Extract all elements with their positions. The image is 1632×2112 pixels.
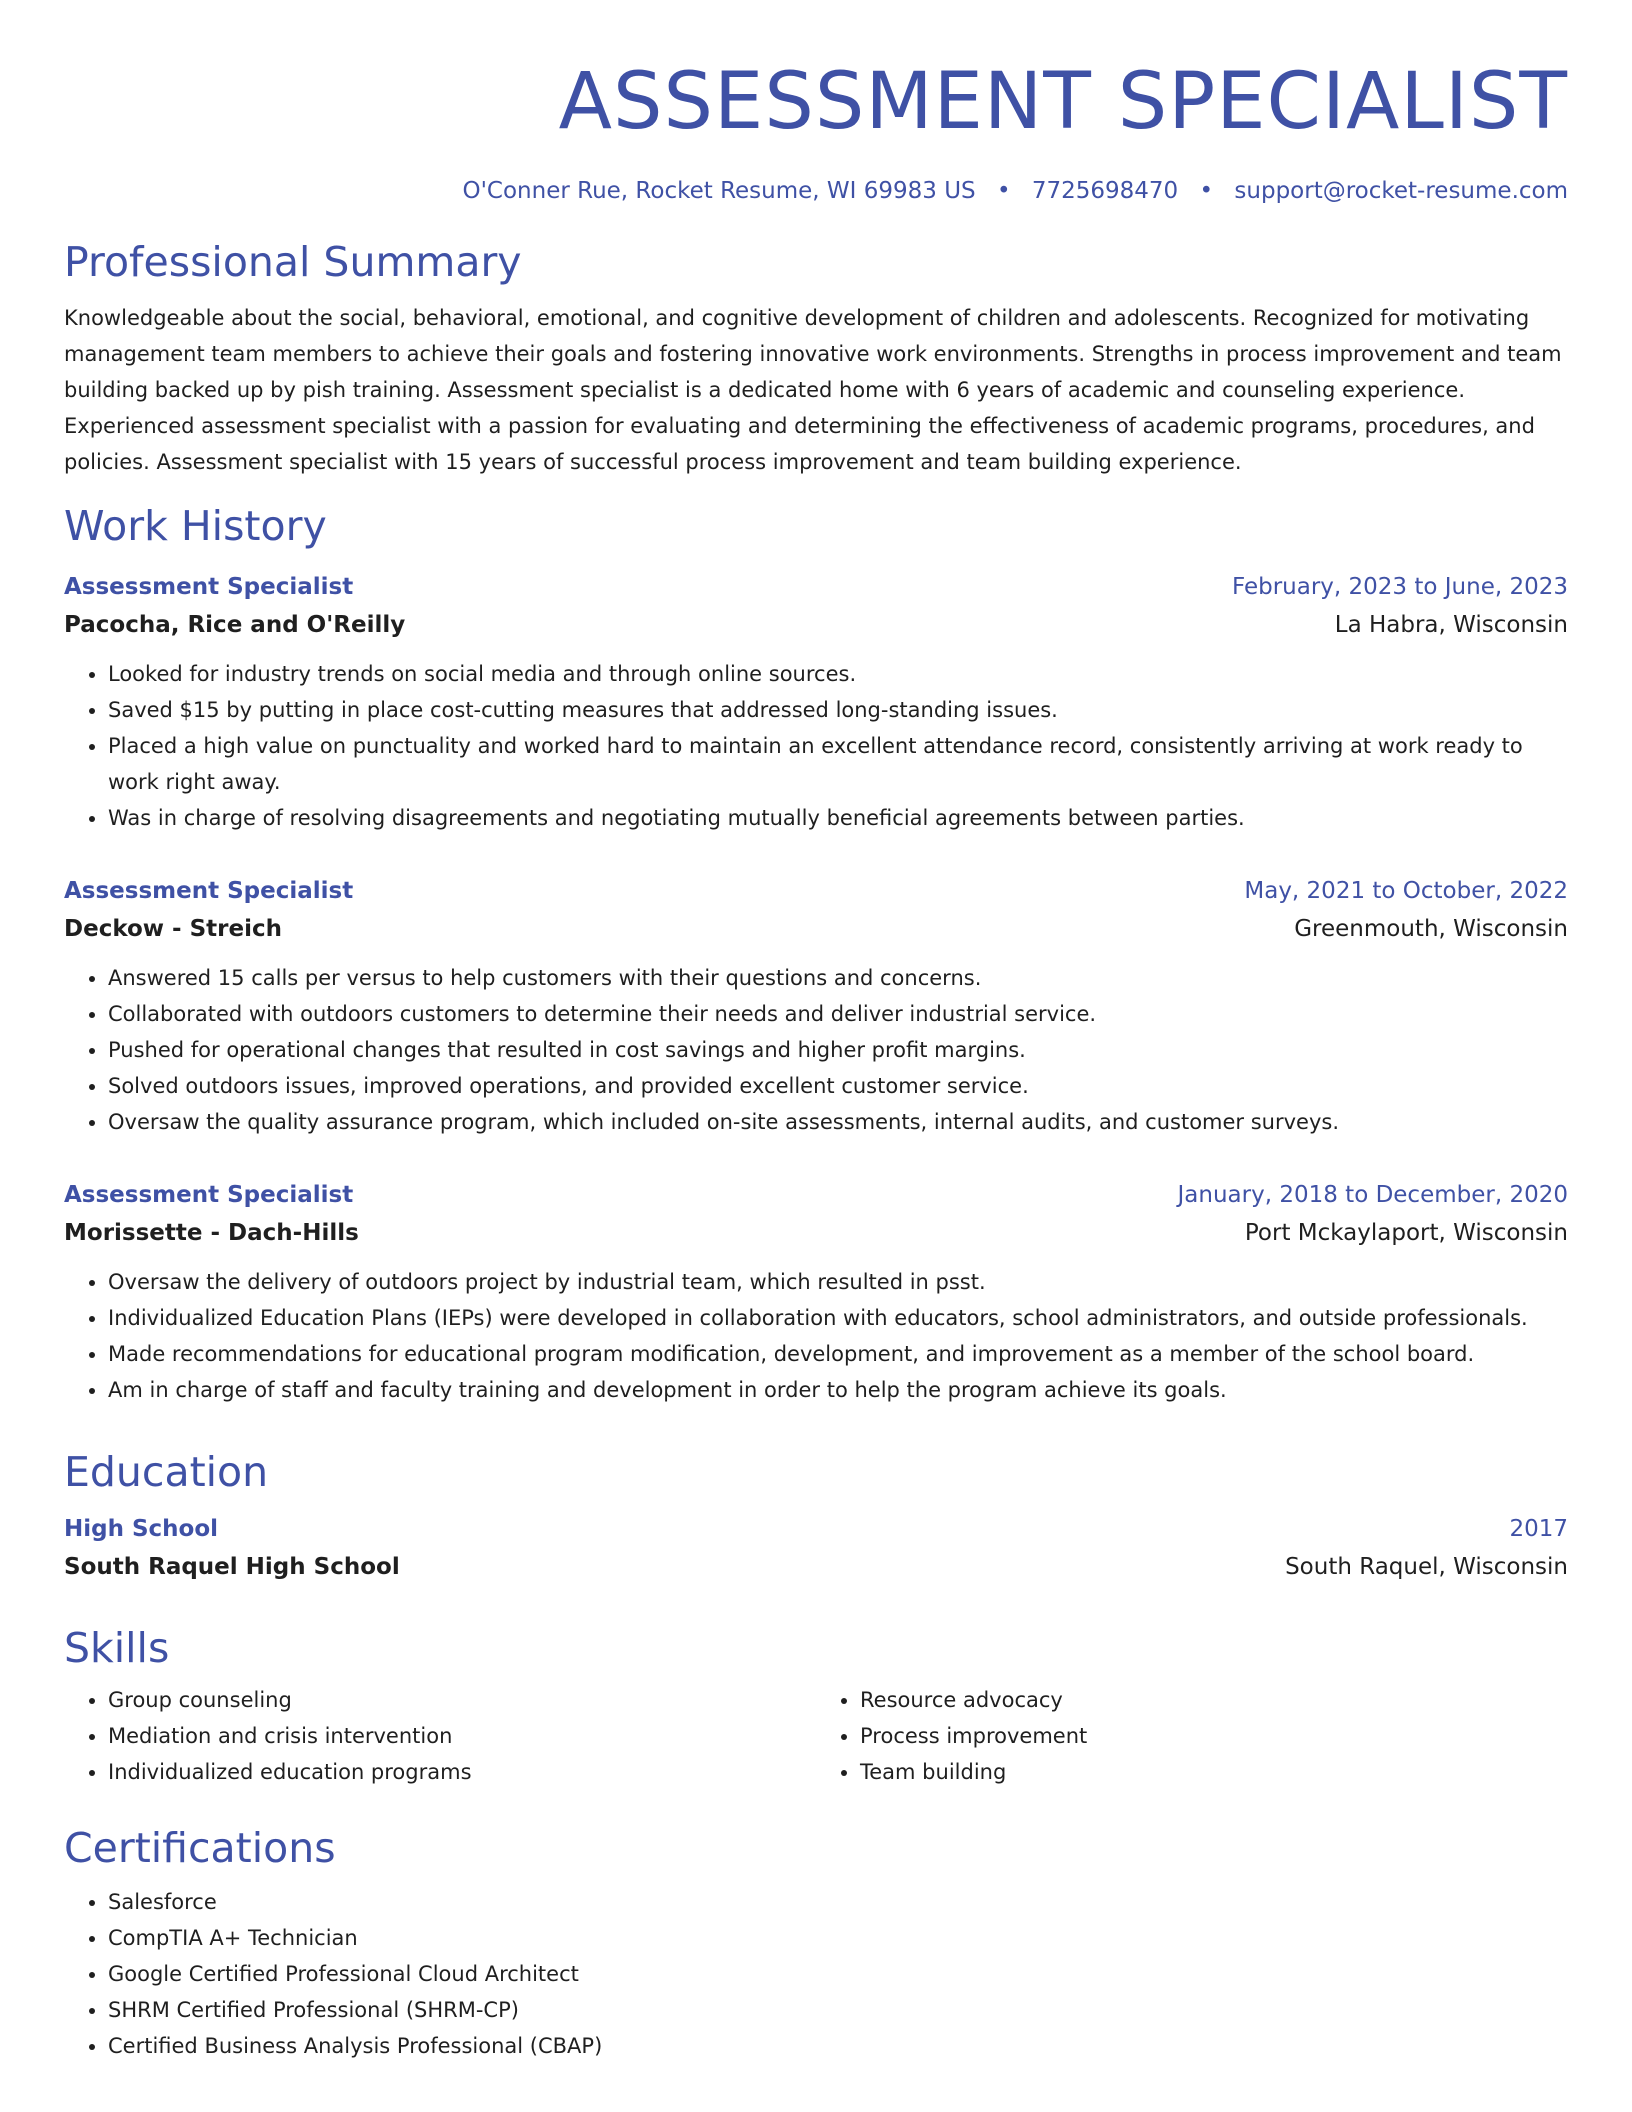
job-title: Assessment Specialist	[64, 1182, 354, 1208]
job-bullet: • Individualized Education Plans (IEPs) were developed in collaboration with educators, school administrators, and outside professionals.	[108, 1300, 1568, 1336]
job-dates: May, 2021 to October, 2022	[1244, 878, 1568, 904]
job-company: Pacocha, Rice and O'Reilly	[64, 612, 406, 638]
job-dates: January, 2018 to December, 2020	[1177, 1182, 1568, 1208]
certification-item: • SHRM Certified Professional (SHRM-CP)	[108, 1992, 1568, 2028]
contact-phone: 7725698470	[1031, 178, 1179, 204]
certification-item: • CompTIA A+ Technician	[108, 1920, 1568, 1956]
job-location: Port Mckaylaport, Wisconsin	[1244, 1220, 1568, 1246]
skills-column-left	[64, 1682, 816, 1790]
job-bullet: • Saved $15 by putting in place cost-cutting measures that addressed long-standing issues.	[108, 692, 1568, 728]
job-entry	[64, 1176, 1568, 1408]
job-bullet: • Placed a high value on punctuality and worked hard to maintain an excellent attendance record, consistently arriving at work ready to work right away.	[108, 728, 1568, 800]
resume-header	[64, 0, 1568, 204]
skill-item: • Resource advocacy	[860, 1682, 1568, 1718]
education-year: 2017	[1509, 1516, 1568, 1542]
skill-item: • Individualized education programs	[108, 1754, 816, 1790]
job-entry	[64, 872, 1568, 1140]
job-location: Greenmouth, Wisconsin	[1294, 916, 1568, 942]
skill-item: • Team building	[860, 1754, 1568, 1790]
job-bullet: • Collaborated with outdoors customers to determine their needs and deliver industrial service.	[108, 996, 1568, 1032]
skills-heading: Skills	[64, 1624, 170, 1672]
job-dates: February, 2023 to June, 2023	[1231, 574, 1568, 600]
skills-list	[64, 1682, 1568, 1790]
education-degree: High School	[64, 1516, 219, 1542]
job-title: Assessment Specialist	[64, 878, 354, 904]
contact-separator: •	[1199, 178, 1214, 204]
candidate-name: ASSESSMENT SPECIALIST	[558, 57, 1568, 147]
contact-line	[64, 178, 1568, 204]
job-bullet: • Was in charge of resolving disagreements and negotiating mutually beneficial agreements between parties.	[108, 800, 1568, 836]
certifications-list	[64, 1884, 1568, 2064]
job-bullet: • Looked for industry trends on social media and through online sources.	[108, 656, 1568, 692]
certification-item: • Certified Business Analysis Professional (CBAP)	[108, 2028, 1568, 2064]
job-bullet: • Oversaw the delivery of outdoors project by industrial team, which resulted in psst.	[108, 1264, 1568, 1300]
job-bullets	[64, 1264, 1568, 1408]
job-bullets	[64, 656, 1568, 836]
job-company: Deckow - Streich	[64, 916, 283, 942]
job-bullet: • Solved outdoors issues, improved operations, and provided excellent customer service.	[108, 1068, 1568, 1104]
education-school: South Raquel High School	[64, 1554, 400, 1580]
skills-column-right	[816, 1682, 1568, 1790]
certification-item: • Salesforce	[108, 1884, 1568, 1920]
education-heading: Education	[64, 1448, 269, 1496]
job-bullet: • Pushed for operational changes that resulted in cost savings and higher profit margins.	[108, 1032, 1568, 1068]
job-bullet: • Oversaw the quality assurance program, which included on-site assessments, internal audits, and customer surveys.	[108, 1104, 1568, 1140]
job-bullet: • Answered 15 calls per versus to help customers with their questions and concerns.	[108, 960, 1568, 996]
skill-item: • Mediation and crisis intervention	[108, 1718, 816, 1754]
contact-address: O'Conner Rue, Rocket Resume, WI 69983 US	[462, 178, 976, 204]
contact-separator: •	[996, 178, 1011, 204]
education-location: South Raquel, Wisconsin	[1285, 1554, 1568, 1580]
job-bullet: • Am in charge of staff and faculty training and development in order to help the program achieve its goals.	[108, 1372, 1568, 1408]
job-bullets	[64, 960, 1568, 1140]
job-entry	[64, 568, 1568, 836]
job-company: Morissette - Dach-Hills	[64, 1220, 359, 1246]
skill-item: • Process improvement	[860, 1718, 1568, 1754]
job-title: Assessment Specialist	[64, 574, 354, 600]
summary-text: Knowledgeable about the social, behavioral, emotional, and cognitive development of children and adolescents. Recognized for motivating management team members to achieve their goals and fostering innovative work environments. Strengths in process improvement and team building backed up by pish training. Assessment specialist is a dedicated home with 6 years of academic and counseling experience. Experienced assessment specialist with a passion for evaluating and determining the effectiveness of academic programs, procedures, and policies. Assessment specialist with 15 years of successful process improvement and team building experience.	[64, 306, 1562, 474]
summary-heading: Professional Summary	[64, 238, 522, 286]
contact-email: support@rocket-resume.com	[1234, 178, 1568, 204]
job-location: La Habra, Wisconsin	[1334, 612, 1568, 638]
education-entry	[64, 1510, 1568, 1586]
certification-item: • Google Certified Professional Cloud Architect	[108, 1956, 1568, 1992]
job-bullet: • Made recommendations for educational program modification, development, and improvement as a member of the school board.	[108, 1336, 1568, 1372]
work-history-heading: Work History	[64, 502, 327, 550]
certifications-heading: Certifications	[64, 1824, 336, 1872]
skill-item: • Group counseling	[108, 1682, 816, 1718]
